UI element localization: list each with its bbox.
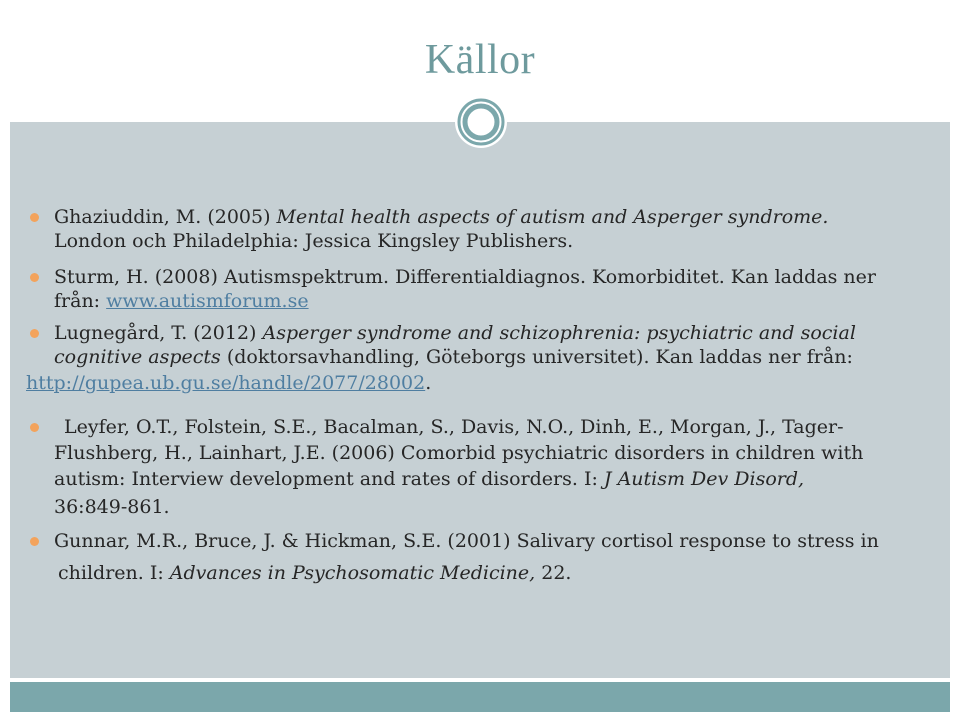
- reference-line: [54, 466, 804, 492]
- reference-text: children. I:: [58, 562, 170, 584]
- gupea-link[interactable]: http://gupea.ub.gu.se/handle/2077/28002: [26, 372, 426, 394]
- slide-title: Källor: [424, 37, 536, 83]
- reference-title: Asperger syndrome and schizophrenia: psychiatric and social: [262, 322, 856, 344]
- bullet-icon: [30, 423, 39, 432]
- reference-title: Mental health aspects of autism and Asperger syndrome.: [276, 206, 829, 228]
- reference-line: 36:849-861.: [54, 496, 170, 518]
- reference-text: .: [425, 372, 432, 394]
- reference-line: [58, 560, 571, 586]
- reference-line: [54, 320, 856, 346]
- circle-ornament-icon: [453, 94, 509, 150]
- slide: [10, 0, 950, 712]
- reference-line: Sturm, H. (2008) Autismspektrum. Differentialdiagnos. Komorbiditet. Kan laddas ner: [54, 266, 877, 288]
- reference-line: London och Philadelphia: Jessica Kingsley Publishers.: [54, 230, 574, 252]
- reference-line: Gunnar, M.R., Bruce, J. & Hickman, S.E. (2001) Salivary cortisol response to stress in: [54, 530, 879, 552]
- reference-line: [54, 288, 309, 314]
- reference-text: autism: Interview development and rates of disorders. I:: [54, 468, 604, 490]
- reference-line: Leyfer, O.T., Folstein, S.E., Bacalman, S., Davis, N.O., Dinh, E., Morgan, J., Tager-: [64, 416, 844, 438]
- reference-title: cognitive aspects: [54, 346, 221, 368]
- slide-footer-bar: [10, 678, 950, 712]
- reference-title: J Autism Dev Disord,: [603, 468, 805, 490]
- reference-line: Flushberg, H., Lainhart, J.E. (2006) Comorbid psychiatric disorders in children with: [54, 442, 864, 464]
- reference-text: 22.: [535, 562, 572, 584]
- reference-line: [54, 344, 853, 370]
- autismforum-link[interactable]: www.autismforum.se: [106, 290, 309, 312]
- bullet-icon: [30, 329, 39, 338]
- reference-line: [26, 370, 431, 396]
- bullet-icon: [30, 273, 39, 282]
- reference-text: från:: [54, 290, 107, 312]
- slide-content: [10, 122, 950, 678]
- reference-author: Ghaziuddin, M. (2005): [54, 206, 277, 228]
- reference-text: (doktorsavhandling, Göteborgs universitet). Kan laddas ner från:: [220, 346, 853, 368]
- reference-author: Lugnegård, T. (2012): [54, 322, 263, 344]
- bullet-icon: [30, 213, 39, 222]
- bullet-icon: [30, 537, 39, 546]
- reference-title: Advances in Psychosomatic Medicine,: [169, 562, 536, 584]
- reference-line: [54, 204, 828, 230]
